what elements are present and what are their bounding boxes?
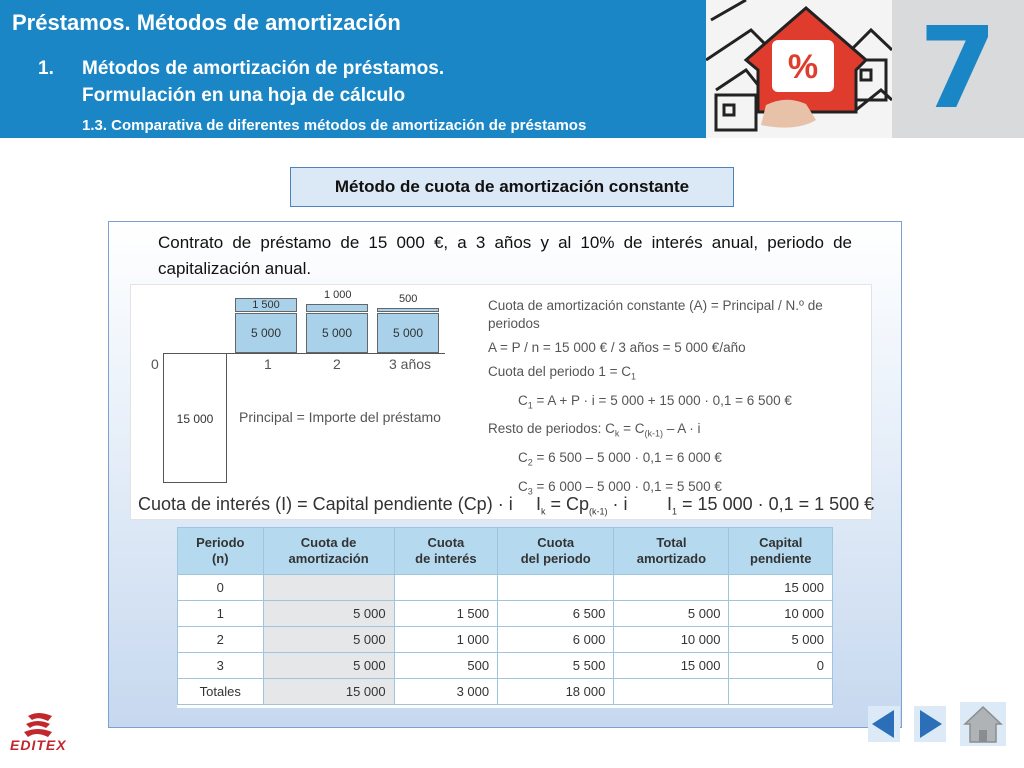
formula-line3: A = P / n = 15 000 € / 3 años = 5 000 €/año <box>488 340 746 355</box>
col-header-cuota-interes: Cuota de interés <box>394 528 498 575</box>
table-cell: 5 000 <box>729 627 833 653</box>
table-cell: 500 <box>394 653 498 679</box>
amort-value-2: 5 000 <box>321 326 353 340</box>
table-cell <box>729 679 833 705</box>
table-row <box>178 601 833 627</box>
table-cell <box>263 575 394 601</box>
formula-line4: Cuota del periodo $1 = C_1$ <box>488 364 636 382</box>
principal-value: 15 000 <box>176 412 214 426</box>
table-cell: 5 000 <box>263 601 394 627</box>
table-cell: 18 000 <box>498 679 614 705</box>
next-slide-button[interactable] <box>914 706 946 742</box>
table-cell: 15 000 <box>263 679 394 705</box>
table-cell: 10 000 <box>729 601 833 627</box>
formula-line8: $C_3 = 6$ 000 – 5 000 · 0,1 = 5 500 € <box>518 478 722 497</box>
interest-bar-2 <box>306 304 368 312</box>
table-cell: 6 000 <box>498 627 614 653</box>
page-title: Préstamos. Métodos de amortización <box>12 10 401 35</box>
interest-bar-1 <box>235 298 297 312</box>
table-row <box>178 627 833 653</box>
table-cell <box>498 575 614 601</box>
header-banner <box>0 0 706 138</box>
table-cell: 0 <box>729 653 833 679</box>
amort-value-3: 5 000 <box>392 326 424 340</box>
period-label-3: 3 años <box>389 356 432 372</box>
header-photo <box>706 0 892 138</box>
table-cell <box>614 575 729 601</box>
amort-bar-1 <box>235 313 297 353</box>
table-cell: 6 500 <box>498 601 614 627</box>
ik-formula: $I_k = Cp_{(k-1)} \cdot i$ <box>536 494 628 517</box>
period-label-0: 0 <box>151 356 159 372</box>
table-cell: 15 000 <box>729 575 833 601</box>
amort-bar-3 <box>377 313 439 353</box>
col-header-cuota-amortizacion: Cuota de amortización <box>263 528 394 575</box>
arrow-right-icon <box>914 706 946 742</box>
interest-value-2: 1 000 <box>324 289 352 301</box>
table-row-totals <box>178 679 833 705</box>
section-title-line1: Métodos de amortización de préstamos. <box>82 58 445 79</box>
interest-value-3: 500 <box>399 293 418 305</box>
principal-bar <box>163 353 227 483</box>
col-header-cuota-periodo: Cuota del periodo <box>498 528 614 575</box>
prev-slide-button[interactable] <box>868 706 900 742</box>
period-label-2: 2 <box>333 356 341 372</box>
home-icon <box>960 702 1006 746</box>
amort-bar-2 <box>306 313 368 353</box>
table-cell: 1 000 <box>394 627 498 653</box>
table-cell: 0 <box>178 575 264 601</box>
interest-bar-3 <box>377 308 439 312</box>
chapter-number: 7 <box>919 4 997 134</box>
formula-line1: Cuota de amortización constante (A) = Principal / N.º de <box>488 298 823 313</box>
time-axis <box>163 353 445 354</box>
formula-line6: Resto de periodos: $C_k = C_{(k-1)} - A \cdot i$ <box>488 421 701 440</box>
table-header-row <box>178 528 833 575</box>
formula-list <box>488 294 864 503</box>
home-button[interactable] <box>960 702 1006 746</box>
section-number: 1. <box>38 58 54 79</box>
principal-label: Principal = Importe del préstamo <box>239 409 441 425</box>
table-cell: 10 000 <box>614 627 729 653</box>
amort-value-1: 5 000 <box>250 326 282 340</box>
section-title-line2: Formulación en una hoja de cálculo <box>82 85 406 106</box>
table-cell: Totales <box>178 679 264 705</box>
table-cell: 5 000 <box>614 601 729 627</box>
editex-logo-text: EDITEX <box>10 737 67 753</box>
arrow-left-icon <box>868 706 900 742</box>
table-cell: 1 <box>178 601 264 627</box>
period-label-1: 1 <box>264 356 272 372</box>
table-cell: 3 <box>178 653 264 679</box>
table-row <box>178 653 833 679</box>
table-cell: 5 000 <box>263 653 394 679</box>
amortization-table-wrap <box>177 527 833 708</box>
method-title: Método de cuota de amortización constante <box>290 167 734 207</box>
table-cell: 15 000 <box>614 653 729 679</box>
formula-line2: periodos <box>488 316 540 331</box>
amortization-table <box>177 527 833 705</box>
table-cell <box>394 575 498 601</box>
formula-line5: $C_1 = A + P \cdot i = 5$ 000 + 15 000 · 0,1 = 6 500 € <box>518 392 792 411</box>
intro-text: Contrato de préstamo de 15 000 €, a 3 años y al 10% de interés anual, periodo de capitalización anual. <box>158 233 852 278</box>
interest-formula: Cuota de interés (I) = Capital pendiente (Cp) · i <box>138 494 513 514</box>
col-header-total-amortizado: Total amortizado <box>614 528 729 575</box>
col-header-capital-pendiente: Capital pendiente <box>729 528 833 575</box>
table-cell <box>614 679 729 705</box>
i1-formula: $I_1 = 15$ 000 · 0,1 = 1 500 € <box>667 494 875 517</box>
table-cell: 5 500 <box>498 653 614 679</box>
subsection-title: 1.3. Comparativa de diferentes métodos de amortización de préstamos <box>82 117 587 134</box>
table-row <box>178 575 833 601</box>
percent-sign: % <box>787 48 819 86</box>
house-percent-illustration <box>706 0 892 138</box>
formula-line7: $C_2 = 6$ 500 – 5 000 · 0,1 = 6 000 € <box>518 450 722 468</box>
table-cell: 1 500 <box>394 601 498 627</box>
chapter-box <box>892 0 1024 138</box>
table-cell: 5 000 <box>263 627 394 653</box>
table-cell: 3 000 <box>394 679 498 705</box>
col-header-periodo: Periodo (n) <box>178 528 264 575</box>
table-cell: 2 <box>178 627 264 653</box>
interest-value-1: 1 500 <box>252 299 280 311</box>
